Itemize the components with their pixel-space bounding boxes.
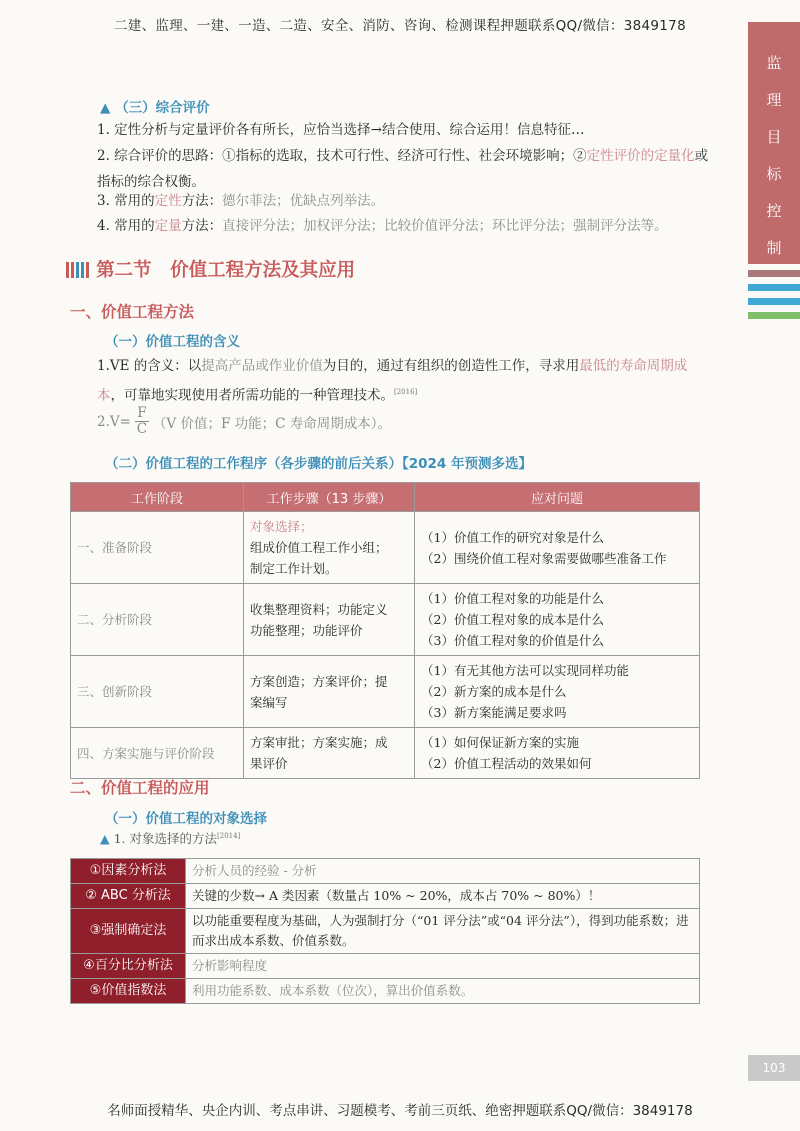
paragraph-4 — [97, 213, 668, 239]
step-line: 对象选择； — [250, 519, 313, 534]
steps-cell — [244, 656, 415, 728]
question-line: （2）新方案的成本是什么 — [421, 684, 567, 699]
stage-cell: 三、创新阶段 — [71, 656, 244, 728]
table-header-row — [71, 483, 700, 512]
methods-heading — [100, 829, 240, 847]
ve-def-text-3: ，可靠地实现使用者所需功能的一种管理技术。 — [110, 387, 394, 404]
questions-cell — [415, 584, 700, 656]
step-line: 果评价 — [250, 756, 288, 771]
table-row — [71, 728, 700, 779]
step-line: 组成价值工程工作小组； — [250, 540, 388, 555]
question-line: （2）价值工程对象的成本是什么 — [421, 612, 604, 627]
question-line: （1）价值工程对象的功能是什么 — [421, 591, 604, 606]
question-line: （1）价值工作的研究对象是什么 — [421, 529, 604, 545]
method-name-cell: ④百分比分析法 — [71, 954, 186, 979]
methods-heading-text: 1. 对象选择的方法 — [113, 831, 218, 846]
subsection-heading-comprehensive — [100, 96, 210, 116]
question-line: （1）有无其他方法可以实现同样功能 — [421, 663, 629, 678]
part1-heading: 一、价值工程方法 — [70, 303, 195, 321]
table-header-cell: 工作步骤（13 步骤） — [244, 483, 415, 512]
page-header: 二建、监理、一建、一造、二造、安全、消防、咨询、检测课程押题联系QQ/微信：3849178 — [114, 18, 686, 34]
year-tag: [2014] — [217, 831, 241, 840]
stage-cell: 四、方案实施与评价阶段 — [71, 728, 244, 779]
para3-highlight: 定性 — [154, 193, 182, 209]
method-name-cell: ③强制确定法 — [71, 909, 186, 954]
section-title-text: 第二节 价值工程方法及其应用 — [96, 260, 356, 281]
ve-def-text-2: 为目的，通过有组织的创造性工作，寻求用 — [322, 358, 580, 374]
side-tab-char: 制 — [766, 239, 782, 257]
table-row — [71, 584, 700, 656]
table-header-cell: 应对问题 — [415, 483, 700, 512]
para4-text: 4. 常用的 — [97, 218, 155, 234]
method-desc-cell: 分析影响程度 — [186, 954, 700, 979]
formula-note: （V 价值；F 功能；C 寿命周期成本）。 — [152, 415, 391, 432]
step-line: 方案审批；方案实施；成 — [250, 735, 388, 750]
section-title — [66, 256, 355, 282]
subsection-heading-text: （三）综合评价 — [115, 100, 210, 116]
step-line: 收集整理资料；功能定义 — [250, 601, 388, 617]
question-line: （2）围绕价值工程对象需要做哪些准备工作 — [421, 550, 667, 566]
table-row — [71, 512, 700, 584]
side-tab-char: 理 — [766, 91, 782, 109]
part2-sub1-heading: （一）价值工程的对象选择 — [105, 811, 267, 827]
method-desc-cell: 分析人员的经验 - 分析 — [186, 859, 700, 884]
para3-text: 3. 常用的 — [97, 193, 155, 209]
object-selection-methods-table — [70, 858, 700, 1004]
step-line: 案编写 — [250, 694, 288, 710]
paragraph-3 — [97, 188, 384, 214]
year-tag: [2016] — [394, 388, 418, 396]
stage-cell: 一、准备阶段 — [71, 512, 244, 584]
paragraph-1: 1. 定性分析与定量评价各有所长，应恰当选择→结合使用、综合运用！信息特征… — [97, 122, 585, 138]
formula-lhs: 2.V= — [97, 413, 131, 430]
work-procedure-table — [70, 482, 700, 779]
para2-highlight: 定性评价的定量化 — [586, 148, 695, 164]
para4-text-2: 方法： — [181, 218, 223, 234]
steps-cell — [244, 728, 415, 779]
question-line: （3）新方案能满足要求吗 — [421, 705, 567, 720]
side-tab-char: 标 — [766, 165, 782, 183]
method-name-cell: ①因素分析法 — [71, 859, 186, 884]
para3-text-2: 方法： — [181, 193, 223, 209]
step-line: 方案创造；方案评价；提 — [250, 673, 388, 689]
side-chapter-tab — [748, 22, 800, 264]
questions-cell — [415, 728, 700, 779]
page-footer: 名师面授精华、央企内训、考点串讲、习题模考、考前三页纸、绝密押题联系QQ/微信：3849178 — [107, 1103, 693, 1119]
table-header-cell: 工作阶段 — [71, 483, 244, 512]
question-line: （2）价值工程活动的效果如何 — [421, 756, 592, 771]
step-line: 制定工作计划。 — [250, 561, 338, 576]
questions-cell — [415, 512, 700, 584]
ve-def-highlight-2: 最低的寿命周期成本 — [97, 358, 688, 404]
table-row — [71, 909, 700, 954]
side-tab-char: 控 — [766, 202, 782, 220]
questions-cell — [415, 656, 700, 728]
side-color-strips — [748, 270, 800, 326]
part2-heading: 二、价值工程的应用 — [70, 779, 210, 797]
method-name-cell: ② ABC 分析法 — [71, 884, 186, 909]
para2-text-end: 或指标的综合权衡。 — [97, 148, 709, 190]
part1-sub1-heading: （一）价值工程的含义 — [105, 334, 240, 350]
steps-cell — [244, 584, 415, 656]
formula-numerator: F — [137, 405, 147, 421]
method-desc-cell: 关键的少数→ A 类因素（数量占 10% ~ 20%，成本占 70% ~ 80%）！ — [186, 884, 700, 909]
table-row — [71, 884, 700, 909]
question-line: （3）价值工程对象的价值是什么 — [421, 633, 604, 648]
ve-def-highlight: 提高产品或作业价值 — [201, 358, 323, 374]
table-row — [71, 954, 700, 979]
side-tab-char: 监 — [766, 54, 782, 72]
triangle-icon: ▲ — [100, 831, 110, 846]
steps-cell — [244, 512, 415, 584]
method-desc-cell: 以功能重要程度为基础，人为强制打分（“01 评分法”或“04 评分法”），得到功能系数；进而求出成本系数、价值系数。 — [186, 909, 700, 954]
formula-denominator: C — [136, 421, 148, 437]
para2-text: 2. 综合评价的思路：①指标的选取，技术可行性、经济可行性、社会环境影响；② — [97, 148, 587, 164]
table-row — [71, 979, 700, 1004]
question-line: （1）如何保证新方案的实施 — [421, 735, 579, 750]
ve-def-text: 1.VE 的含义：以 — [97, 358, 202, 374]
part1-sub2-heading: （二）价值工程的工作程序（各步骤的前后关系）【2024 年预测多选】 — [105, 456, 533, 472]
value-formula — [97, 406, 391, 437]
table-row — [71, 859, 700, 884]
page-number: 103 — [748, 1055, 800, 1081]
method-desc-cell: 利用功能系数、成本系数（位次），算出价值系数。 — [186, 979, 700, 1004]
para4-highlight: 定量 — [154, 218, 182, 234]
step-line: 功能整理；功能评价 — [250, 622, 363, 638]
formula-fraction — [135, 406, 148, 437]
stage-cell: 二、分析阶段 — [71, 584, 244, 656]
table-row — [71, 656, 700, 728]
method-name-cell: ⑤价值指数法 — [71, 979, 186, 1004]
para4-methods: 直接评分法；加权评分法；比较价值评分法；环比评分法；强制评分法等。 — [222, 218, 668, 234]
triangle-icon: ▲ — [100, 100, 111, 116]
section-bars-icon — [66, 262, 91, 282]
side-tab-char: 目 — [766, 128, 782, 146]
ve-definition — [97, 353, 709, 409]
para3-methods: 德尔菲法；优缺点列举法。 — [222, 193, 385, 209]
